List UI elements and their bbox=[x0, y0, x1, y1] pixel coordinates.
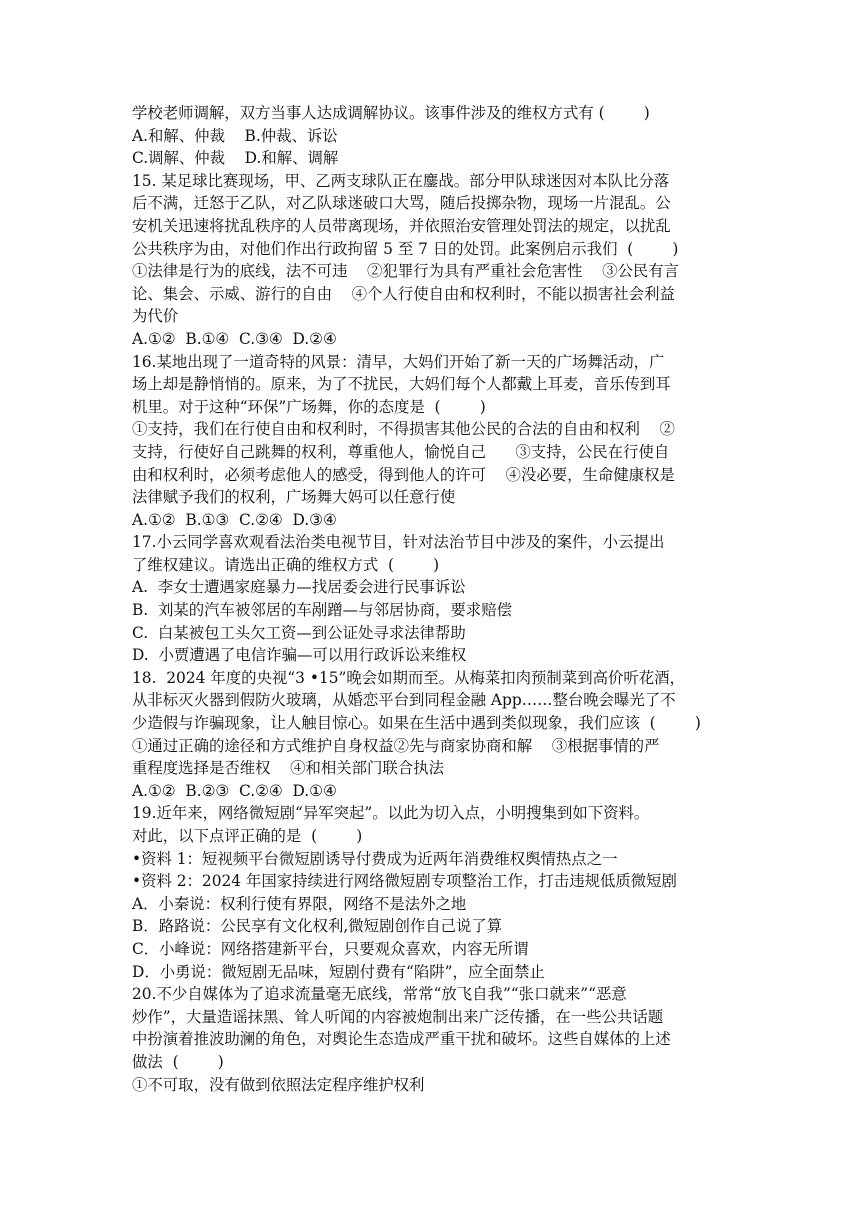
text-line: 炒作”，大量造谣抹黑、耸人听闻的内容被炮制出来广泛传播，在一些公共话题 bbox=[132, 1007, 664, 1026]
text-line: 20.不少自媒体为了追求流量毫无底线，常常“放飞自我”“张口就来”“恶意 bbox=[132, 985, 627, 1004]
text-line: •资料 1：短视频平台微短剧诱导付费成为近两年消费维权舆情热点之一 bbox=[132, 849, 618, 868]
text-line: A.①② B.①③ C.②④ D.③④ bbox=[132, 510, 337, 529]
text-line: ①通过正确的途径和方式维护自身权益②先与商家协商和解 ③根据事情的严 bbox=[132, 736, 660, 755]
text-line: •资料 2：2024 年国家持续进行网络微短剧专项整治工作，打击违规低质微短剧 bbox=[132, 872, 677, 891]
text-line: B. 刘某的汽车被邻居的车剐蹭—与邻居协商，要求赔偿 bbox=[132, 601, 512, 620]
text-line: A.①② B.①④ C.③④ D.②④ bbox=[132, 329, 337, 348]
text-line: 做法 ( ) bbox=[132, 1052, 224, 1071]
text-line: 法律赋予我们的权利，广场舞大妈可以任意行使 bbox=[132, 488, 456, 507]
text-line: B．路路说：公民享有文化权利,微短剧创作自己说了算 bbox=[132, 917, 503, 936]
text-line: 重程度选择是否维权 ④和相关部门联合执法 bbox=[132, 759, 444, 778]
text-line: 了维权建议。请选出正确的维权方式 ( ) bbox=[132, 555, 440, 574]
question-text-block bbox=[132, 102, 732, 1096]
text-line: 后不满，迁怒于乙队，对乙队球迷破口大骂，随后投掷杂物，现场一片混乱。公 bbox=[132, 194, 671, 213]
text-line: 为代价 bbox=[132, 307, 179, 326]
text-line: 中扮演着推波助澜的角色，对舆论生态造成严重干扰和破坏。这些自媒体的上述 bbox=[132, 1030, 671, 1049]
text-line: 对此，以下点评正确的是 ( ) bbox=[132, 827, 363, 845]
text-line: A．小秦说：权利行使有界限，网络不是法外之地 bbox=[132, 894, 467, 913]
text-line: 从非标灭火器到假防火玻璃，从婚恋平台到同程金融 App……整台晚会曝光了不 bbox=[132, 691, 676, 710]
text-line: D．小勇说：微短剧无品味，短剧付费有“陷阱”，应全面禁止 bbox=[132, 962, 545, 981]
text-line: ①不可取，没有做到依照法定程序维护权利 bbox=[132, 1075, 425, 1094]
text-line: 机里。对于这种“环保”广场舞，你的态度是 ( ) bbox=[132, 397, 486, 416]
text-line: A.和解、仲裁 B.仲裁、诉讼 bbox=[132, 126, 338, 145]
text-line: 18. 2024 年度的央视“3 •15”晚会如期而至。从梅菜扣肉预制菜到高价听花酒， bbox=[132, 668, 685, 687]
text-line: 学校老师调解，双方当事人达成调解协议。该事件涉及的维权方式有 ( ) bbox=[132, 104, 650, 122]
text-line: 17.小云同学喜欢观看法治类电视节目，针对法治节目中涉及的案件，小云提出 bbox=[132, 533, 665, 552]
text-line: 论、集会、示威、游行的自由 ④个人行使自由和权利时，不能以损害社会利益 bbox=[132, 284, 675, 303]
text-line: 由和权利时，必须考虑他人的感受，得到他人的许可 ④没必要，生命健康权是 bbox=[132, 465, 675, 484]
text-line: 少造假与诈骗现象，让人触目惊心。如果在生活中遇到类似现象，我们应该 ( ) bbox=[132, 714, 701, 733]
text-line: ①支持，我们在行使自由和权利时，不得损害其他公民的合法的自由和权利 ② bbox=[132, 420, 675, 439]
text-line: C．小峰说：网络搭建新平台，只要观众喜欢，内容无所谓 bbox=[132, 939, 529, 958]
text-line: 安机关迅速将扰乱秩序的人员带离现场，并依照治安管理处罚法的规定，以扰乱 bbox=[132, 216, 671, 235]
text-line: 公共秩序为由，对他们作出行政拘留 5 至 7 日的处罚。此案例启示我们 ( ) bbox=[132, 239, 679, 258]
text-line: 19.近年来，网络微短剧“异军突起”。以此为切入点，小明搜集到如下资料。 bbox=[132, 804, 650, 823]
text-line: C. 白某被包工头欠工资—到公证处寻求法律帮助 bbox=[132, 623, 466, 642]
text-line: ①法律是行为的底线，法不可违 ②犯罪行为具有严重社会危害性 ③公民有言 bbox=[132, 262, 680, 281]
text-line: A. 李女士遭遇家庭暴力—找居委会进行民事诉讼 bbox=[132, 578, 466, 597]
text-line: 支持，行使好自己跳舞的权利，尊重他人，愉悦自己 ③支持，公民在行使自 bbox=[132, 442, 670, 461]
text-line: C.调解、仲裁 D.和解、调解 bbox=[132, 149, 339, 168]
text-line: D. 小贾遭遇了电信诈骗—可以用行政诉讼来维权 bbox=[132, 646, 467, 665]
text-line: A.①② B.②③ C.②④ D.①④ bbox=[132, 781, 337, 800]
text-line: 场上却是静悄悄的。原来，为了不扰民，大妈们每个人都戴上耳麦，音乐传到耳 bbox=[132, 375, 671, 394]
text-line: 15. 某足球比赛现场，甲、乙两支球队正在鏖战。部分甲队球迷因对本队比分落 bbox=[132, 171, 670, 190]
text-line: 16.某地出现了一道奇特的风景：清早，大妈们开始了新一天的广场舞活动，广 bbox=[132, 352, 665, 371]
